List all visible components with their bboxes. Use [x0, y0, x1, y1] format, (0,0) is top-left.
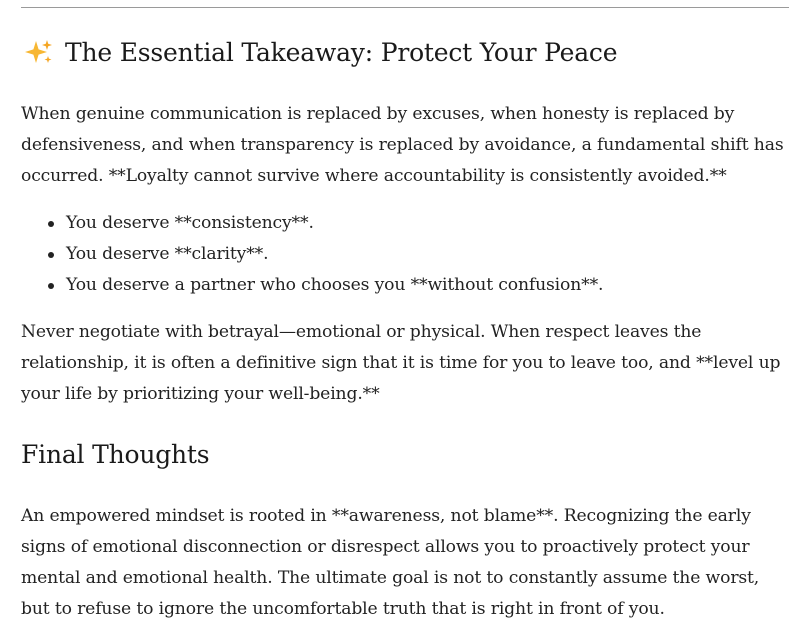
list-item-text: You deserve a partner who chooses you **without confusion**. [66, 275, 604, 295]
sparkles-icon [23, 38, 53, 66]
list-item [21, 270, 791, 301]
bullet-dot [48, 283, 54, 289]
list-item-text: You deserve **consistency**. [66, 213, 314, 233]
section-heading-takeaway [23, 36, 617, 70]
takeaway-heading-text: The Essential Takeaway: Protect Your Peace [65, 38, 618, 67]
top-divider [21, 7, 789, 8]
list-item-text: You deserve **clarity**. [66, 244, 269, 264]
bullet-dot [48, 221, 54, 227]
final-thoughts-paragraph: An empowered mindset is rooted in **awareness, not blame**. Recognizing the early signs of emotional disconnection or disrespect allows you to proactively protect your mental and emotional health. The ultimate goal is not to constantly assume the worst, but to refuse to ignore the uncomfortable truth that is right in front of you. [21, 506, 760, 619]
deserve-list [21, 208, 791, 301]
bullet-dot [48, 252, 54, 258]
takeaway-closing-paragraph: Never negotiate with betrayal—emotional or physical. When respect leaves the relationship, it is often a definitive sign that it is time for you to leave too, and **level up your life by prioritizing your well-being.** [21, 322, 781, 404]
takeaway-intro-paragraph: When genuine communication is replaced by excuses, when honesty is replaced by defensiveness, and when transparency is replaced by avoidance, a fundamental shift has occurred. **Loyalty cannot survive where accountability is consistently avoided.** [21, 104, 784, 186]
list-item [21, 239, 791, 270]
section-heading-final-thoughts: Final Thoughts [21, 440, 210, 469]
list-item [21, 208, 791, 239]
